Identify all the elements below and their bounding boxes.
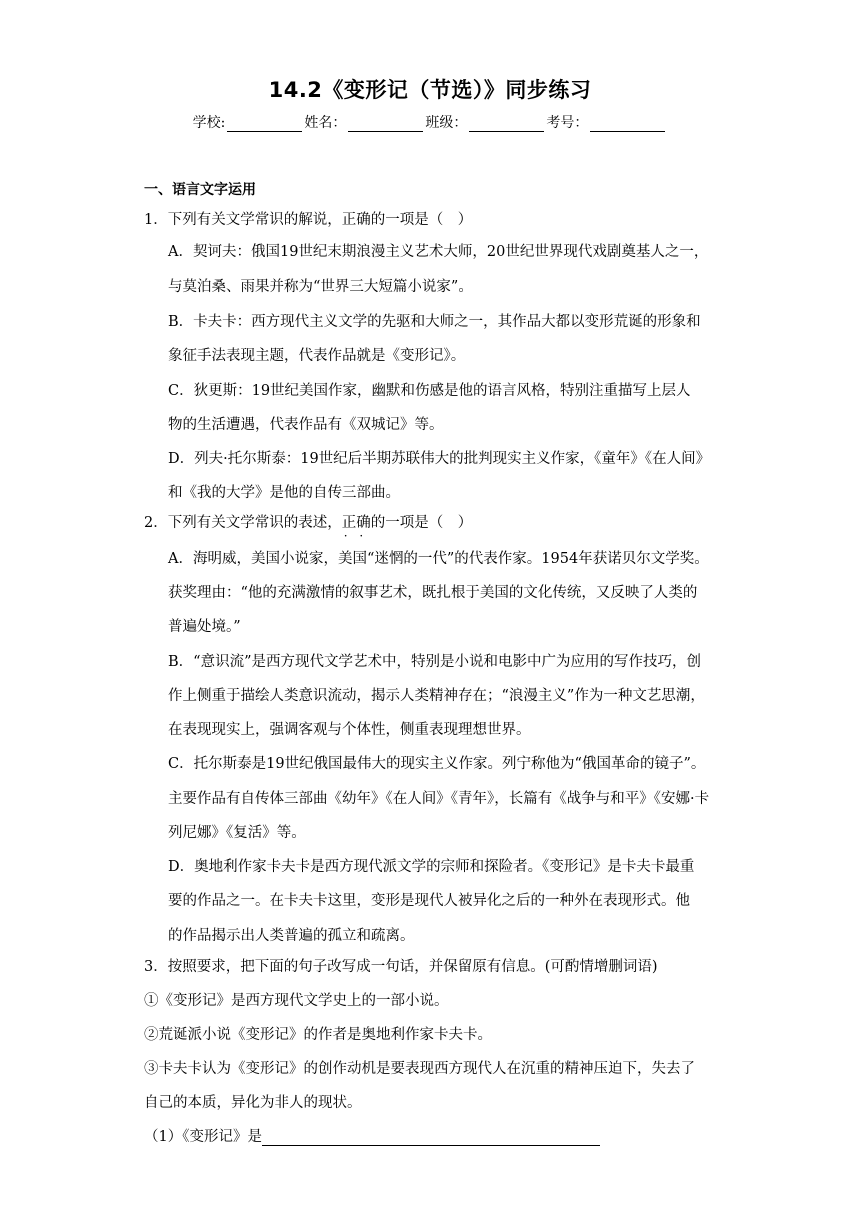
q2-option-b-line1: B．“意识流”是西方现代文学艺术中，特别是小说和电影中广为应用的写作技巧，创 [168,654,701,670]
q3-sentence-3-line2: 自己的本质，异化为非人的现状。 [144,1095,362,1111]
q2-option-a-line3: 普遍处境。” [168,619,241,635]
class-label: 班级： [425,115,468,131]
q1-option-b-line2: 象征手法表现主题，代表作品就是《变形记》。 [168,348,466,364]
school-label: 学校: [192,115,226,131]
q1-option-a-line1: A．契诃夫：俄国19世纪末期浪漫主义艺术大师，20世纪世界现代戏剧奠基人之一， [168,244,709,260]
name-label: 姓名： [304,115,347,131]
class-blank[interactable] [469,117,544,132]
q2-option-a-line2: 获奖理由：“他的充满激情的叙事艺术，既扎根于美国的文化传统，又反映了人类的 [168,585,698,601]
q2-stem-pre: 2．下列有关文学常识的表述， [144,515,342,531]
q1-option-c-line2: 物的生活遭遇，代表作品有《双城记》等。 [168,417,444,433]
q2-stem-emphasis: 正确 · · [342,515,371,531]
q1-option-b-line1: B．卡夫卡：西方现代主义文学的先驱和大师之一，其作品大都以变形荒诞的形象和 [168,314,701,330]
q2-option-b-line2: 作上侧重于描绘人类意识流动，揭示人类精神存在；“浪漫主义”作为一种文艺思潮， [168,688,705,704]
q3-answer-blank[interactable] [262,1130,600,1146]
q2-option-a-line1: A．海明威，美国小说家，美国“迷惘的一代”的代表作家。1954年获诺贝尔文学奖。 [168,551,709,567]
q2-option-c-line2: 主要作品有自传体三部曲《幼年》《在人间》《青年》，长篇有《战争与和平》《安娜·卡 [168,791,710,807]
q2-option-d-line1: D．奥地利作家卡夫卡是西方现代派文学的宗师和探险者。《变形记》是卡夫卡最重 [168,859,695,875]
student-info-row [0,112,860,132]
exam-no-blank[interactable] [590,117,665,132]
school-blank[interactable] [227,117,302,132]
q2-option-d-line2: 要的作品之一。在卡夫卡这里，变形是现代人被异化之后的一种外在表现形式。他 [168,893,690,909]
page-title: 14.2《变形记（节选）》同步练习 [268,78,592,102]
q3-sentence-2: ②荒诞派小说《变形记》的作者是奥地利作家卡夫卡。 [144,1027,492,1043]
q3-answer-prefix: （1）《变形记》是 [144,1129,262,1145]
q2-option-c-line1: C．托尔斯泰是19世纪俄国最伟大的现实主义作家。列宁称他为“俄国革命的镜子”。 [168,756,706,772]
q1-option-d-line1: D．列夫·托尔斯泰：19世纪后半期苏联伟大的批判现实主义作家，《童年》《在人间》 [168,451,711,467]
q1-stem: 1．下列有关文学常识的解说，正确的一项是（ ） [144,212,473,228]
q1-option-c-line1: C．狄更斯：19世纪美国作家，幽默和伤感是他的语言风格，特别注重描写上层人 [168,383,691,399]
q3-stem: 3．按照要求，把下面的句子改写成一句话，并保留原有信息。(可酌情增删词语) [144,959,658,975]
q1-option-d-line2: 和《我的大学》是他的自传三部曲。 [168,485,400,501]
q3-answer-row [144,1125,600,1146]
q2-stem [144,511,472,532]
q2-option-b-line3: 在表现现实上，强调客观与个体性，侧重表现理想世界。 [168,722,531,738]
q3-sentence-1: ①《变形记》是西方现代文学史上的一部小说。 [144,993,449,1009]
name-blank[interactable] [348,117,423,132]
q3-sentence-3-line1: ③卡夫卡认为《变形记》的创作动机是要表现西方现代人在沉重的精神压迫下，失去了 [144,1061,695,1077]
q2-option-d-line3: 的作品揭示出人类普遍的孤立和疏离。 [168,928,415,944]
exam-no-label: 考号： [546,115,589,131]
q1-option-a-line2: 与莫泊桑、雨果并称为“世界三大短篇小说家”。 [168,279,473,295]
section-heading: 一、语言文字运用 [144,182,256,198]
q2-option-c-line3: 列尼娜》《复活》等。 [168,825,306,841]
q2-stem-post: 的一项是（ ） [370,515,473,531]
